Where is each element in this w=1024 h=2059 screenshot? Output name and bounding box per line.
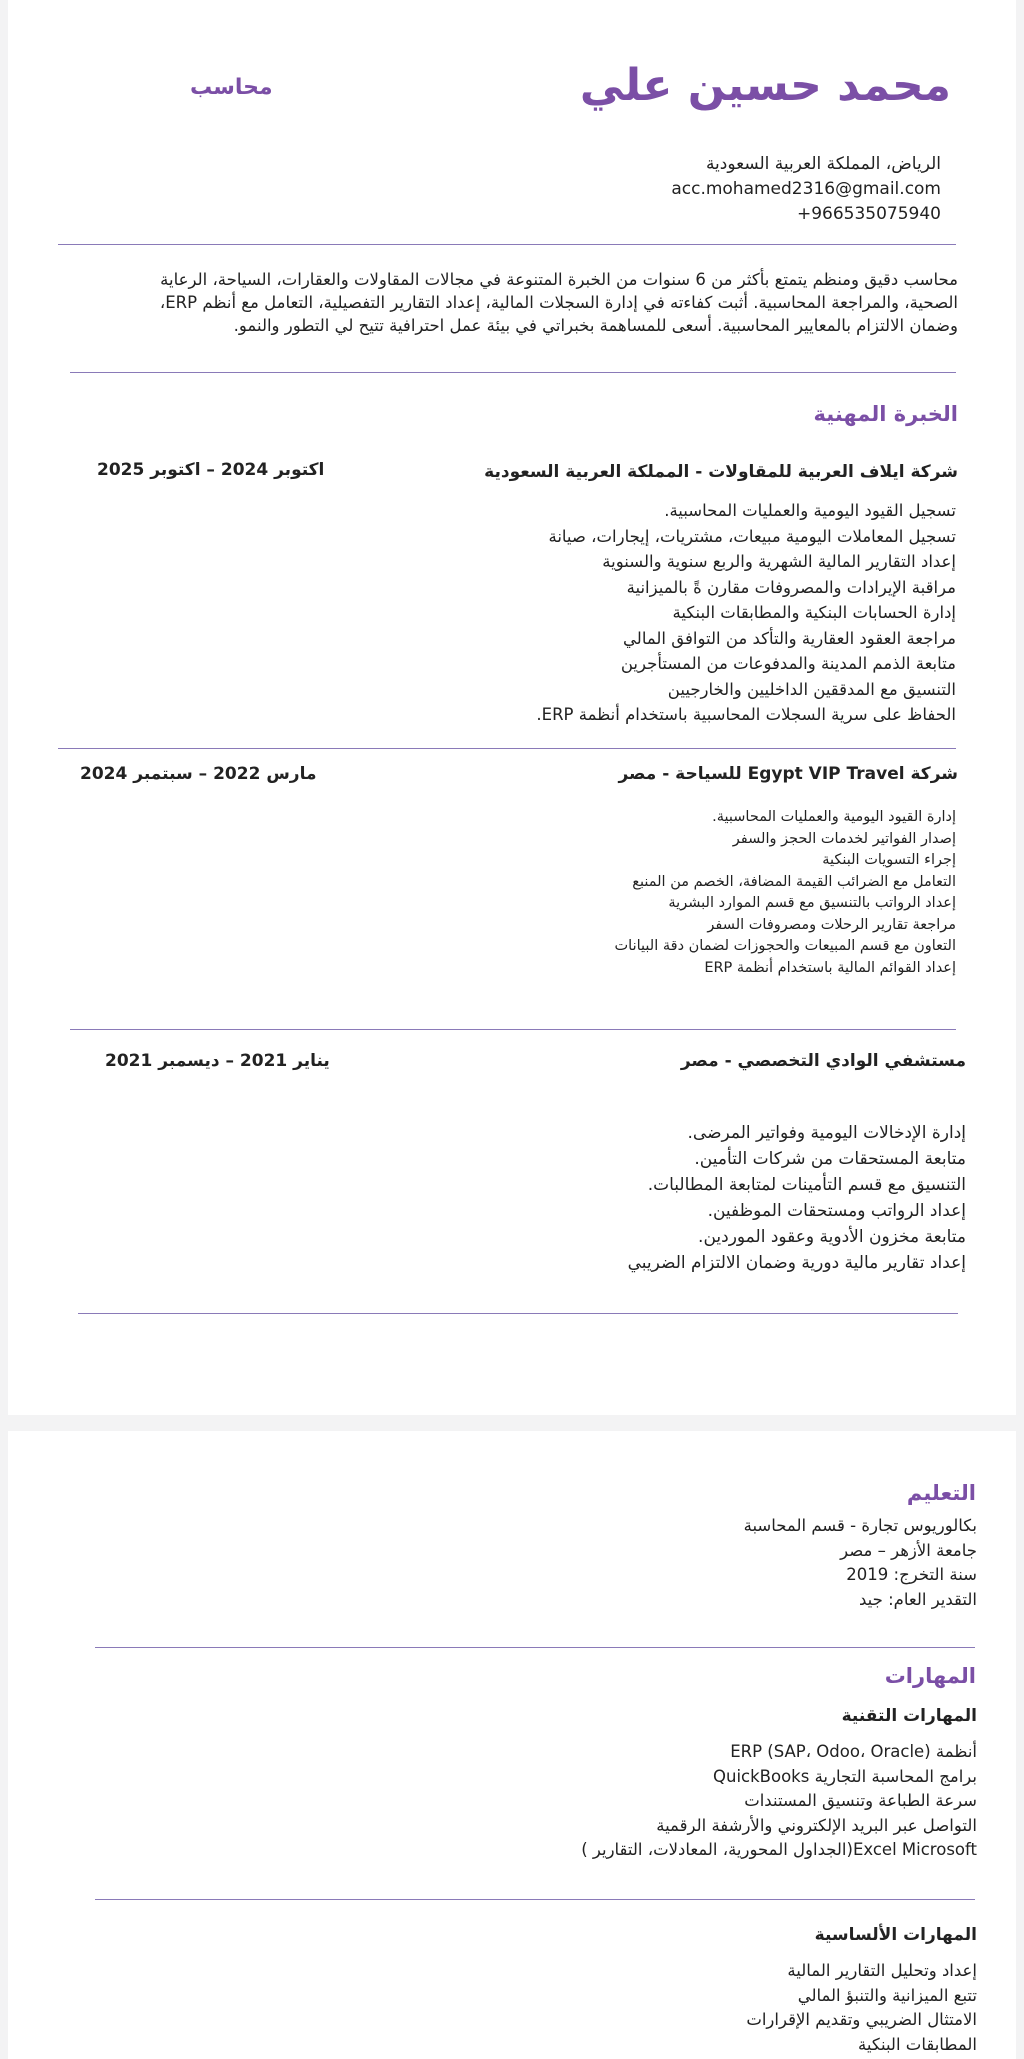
list-item: المطابقات البنكية	[858, 2034, 977, 2054]
phone-text: +966535075940	[796, 204, 941, 224]
list-item: مراجعة العقود العقارية والتأكد من التوافق المالي	[623, 628, 956, 648]
list-item: إدارة الإدخالات اليومية وفواتير المرضى.	[687, 1123, 966, 1143]
technical-skills-title: المهارات التقنية	[841, 1706, 977, 1726]
job-dates: مارس 2022 – سبتمبر 2024	[80, 764, 317, 784]
list-item: سرعة الطباعة وتنسيق المستندات	[744, 1791, 977, 1810]
list-item: التنسيق مع المدققين الداخليين والخارجيين	[667, 679, 956, 699]
list-item: برامج المحاسبة التجارية QuickBooks	[713, 1766, 977, 1786]
list-item: سنة التخرج: 2019	[846, 1565, 977, 1584]
list-item: إدارة الحسابات البنكية والمطابقات البنكية	[672, 603, 956, 622]
core-skills-list	[746, 1959, 977, 2057]
list-item: مراقبة الإيرادات والمصروفات مقارن ةً بالميزانية	[626, 577, 956, 597]
summary-line: محاسب دقيق ومنظم يتمتع بأكثر من 6 سنوات من الخبرة المتنوعة في مجالات المقاولات والعقارات، السياحة، الرعاية	[160, 270, 958, 289]
email-text: acc.mohamed2316@gmail.com	[671, 179, 941, 199]
job-dates: يناير 2021 – ديسمبر 2021	[105, 1051, 330, 1071]
contact-block	[671, 152, 941, 227]
list-item: تتبع الميزانية والتنبؤ المالي	[797, 1985, 977, 2005]
divider	[58, 748, 956, 749]
list-item: متابعة المستحقات من شركات التأمين.	[694, 1149, 966, 1169]
list-item: التقدير العام: جيد	[859, 1589, 977, 1609]
job-company: مستشفي الوادي التخصصي - مصر	[680, 1051, 966, 1071]
job-company: شركة ايلاف العربية للمقاولات - المملكة العربية السعودية	[484, 462, 958, 482]
list-item: التعاون مع قسم المبيعات والحجوزات لضمان دقة البيانات	[614, 938, 956, 954]
job-task-list	[536, 498, 956, 728]
divider	[70, 1029, 956, 1030]
job-task-list	[628, 1120, 966, 1276]
list-item: إدارة القيود اليومية والعمليات المحاسبية.	[712, 809, 956, 825]
summary-line: الصحية، والمراجعة المحاسبية. أثبت كفاءته في إدارة السجلات المالية، إعداد التقارير التفصيلية، التعامل مع أنظم ERP،	[159, 293, 958, 312]
list-item: إعداد الرواتب ومستحقات الموظفين.	[707, 1201, 966, 1221]
divider	[70, 372, 956, 373]
list-item: التعامل مع الضرائب القيمة المضافة، الخصم من المنبع	[632, 873, 956, 890]
experience-title: الخبرة المهنية	[813, 402, 958, 426]
list-item: إعداد التقارير المالية الشهرية والربع سنوية والسنوية	[602, 552, 956, 571]
list-item: الامتثال الضريبي وتقديم الإقرارات	[746, 2010, 977, 2029]
list-item: جامعة الأزهر – مصر	[840, 1540, 977, 1560]
list-item: متابعة الذمم المدينة والمدفوعات من المستأجرين	[620, 654, 956, 673]
summary-line: وضمان الالتزام بالمعايير المحاسبية. أسعى للمساهمة بخبراتي في بيئة عمل احترافية تتيح لي التطور والنمو.	[233, 316, 958, 335]
list-item: التواصل عبر البريد الإلكتروني والأرشفة الرقمية	[656, 1815, 977, 1835]
job-company: شركة Egypt VIP Travel للسياحة - مصر	[618, 764, 958, 784]
job-task-list	[615, 807, 956, 979]
list-item: إجراء التسويات البنكية	[822, 852, 956, 868]
list-item: تسجيل القيود اليومية والعمليات المحاسبية.	[664, 501, 956, 520]
list-item: إعداد وتحليل التقارير المالية	[787, 1961, 977, 1980]
summary	[68, 268, 958, 337]
list-item: بكالوريوس تجارة - قسم المحاسبة	[743, 1516, 977, 1535]
list-item: إعداد القوائم المالية باستخدام أنظمة ERP	[704, 959, 956, 976]
list-item: إعداد تقارير مالية دورية وضمان الالتزام الضريبي	[627, 1253, 966, 1273]
education-list	[744, 1514, 977, 1612]
location-text: الرياض، المملكة العربية السعودية	[705, 154, 941, 174]
divider	[95, 1899, 975, 1900]
list-item: التنسيق مع قسم التأمينات لمتابعة المطالبات.	[647, 1175, 966, 1195]
list-item: إصدار الفواتير لخدمات الحجز والسفر	[732, 830, 956, 847]
job-role: محاسب	[190, 75, 273, 100]
technical-skills-list	[581, 1740, 977, 1863]
list-item: إعداد الرواتب بالتنسيق مع قسم الموارد البشرية	[668, 895, 956, 911]
list-item: تسجيل المعاملات اليومية مبيعات، مشتريات، إيجارات، صيانة	[548, 526, 956, 546]
education-title: التعليم	[906, 1481, 976, 1505]
candidate-name: محمد حسين علي	[579, 60, 951, 111]
list-item: متابعة مخزون الأدوية وعقود الموردين.	[698, 1227, 966, 1247]
list-item: أنظمة ERP (SAP، Odoo، Oracle)	[730, 1742, 977, 1761]
divider	[78, 1313, 958, 1314]
resume-page-2	[8, 1431, 1016, 2059]
skills-title: المهارات	[884, 1664, 976, 1688]
divider	[58, 244, 956, 245]
divider	[95, 1647, 975, 1648]
resume-page-1	[8, 0, 1016, 1415]
list-item: الحفاظ على سرية السجلات المحاسبية باستخدام أنظمة ERP.	[536, 705, 956, 724]
list-item: Excel Microsoft(الجداول المحورية، المعادلات، التقارير )	[581, 1840, 977, 1859]
list-item: مراجعة تقارير الرحلات ومصروفات السفر	[707, 916, 956, 933]
core-skills-title: المهارات الألساسية	[814, 1925, 977, 1945]
job-dates: اكتوبر 2024 – اكتوبر 2025	[97, 460, 325, 480]
